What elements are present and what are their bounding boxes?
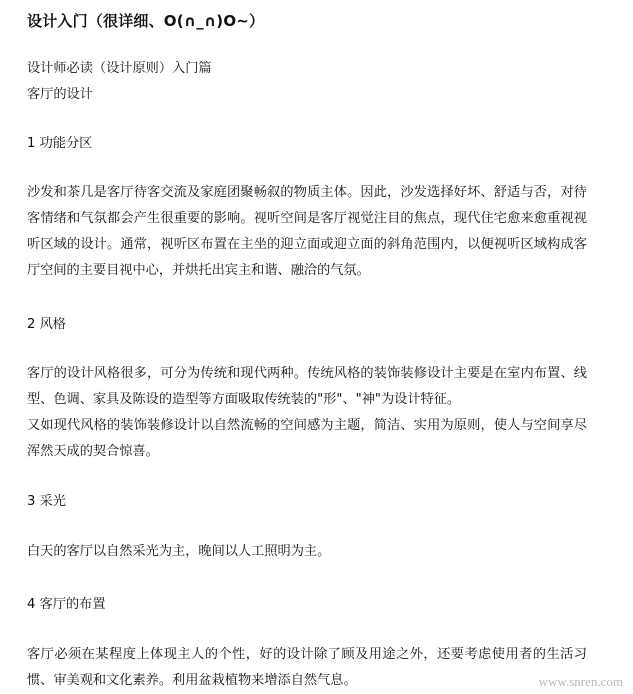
section-heading-style: 2 风格: [27, 317, 66, 332]
paragraph-style-modern: 又如现代风格的装饰装修设计以自然流畅的空间感为主题，简洁、实用为原则，使人与空间享尽浑然天成的契合惊喜。: [27, 418, 587, 459]
paragraph-style-traditional: 客厅的设计风格很多，可分为传统和现代两种。传统风格的装饰装修设计主要是在室内布置、线型、色调、家具及陈设的造型等方面吸取传统装的"形"、"神"为设计特征。: [27, 366, 587, 407]
subtitle: 设计师必读（设计原则）入门篇: [27, 61, 212, 76]
topic-heading: 客厅的设计: [27, 87, 93, 102]
section-heading-lighting: 3 采光: [27, 494, 66, 509]
watermark: www.snren.com: [538, 674, 623, 689]
paragraph-function: 沙发和茶几是客厅待客交流及家庭团聚畅叙的物质主体。因此，沙发选择好坏、舒适与否，对待客情绪和气氛都会产生很重要的影响。视听空间是客厅视觉注目的焦点，现代住宅愈来愈重视视听区域的设计。通常，视听区布置在主坐的迎立面或迎立面的斜角范围内，以便视听区域构成客厅空间的主要目视中心，并烘托出宾主和谐、融洽的气氛。: [27, 185, 587, 278]
paragraph-layout: 客厅必须在某程度上体现主人的个性，好的设计除了顾及用途之外，还要考虑使用者的生活习惯、审美观和文化素养。利用盆栽植物来增添自然气息。: [27, 647, 587, 688]
section-heading-function: 1 功能分区: [27, 136, 93, 151]
section-heading-layout: 4 客厅的布置: [27, 597, 106, 612]
page-title: 设计入门（很详细、O(∩_∩)O~）: [27, 12, 265, 30]
paragraph-lighting: 白天的客厅以自然采光为主，晚间以人工照明为主。: [27, 544, 331, 559]
